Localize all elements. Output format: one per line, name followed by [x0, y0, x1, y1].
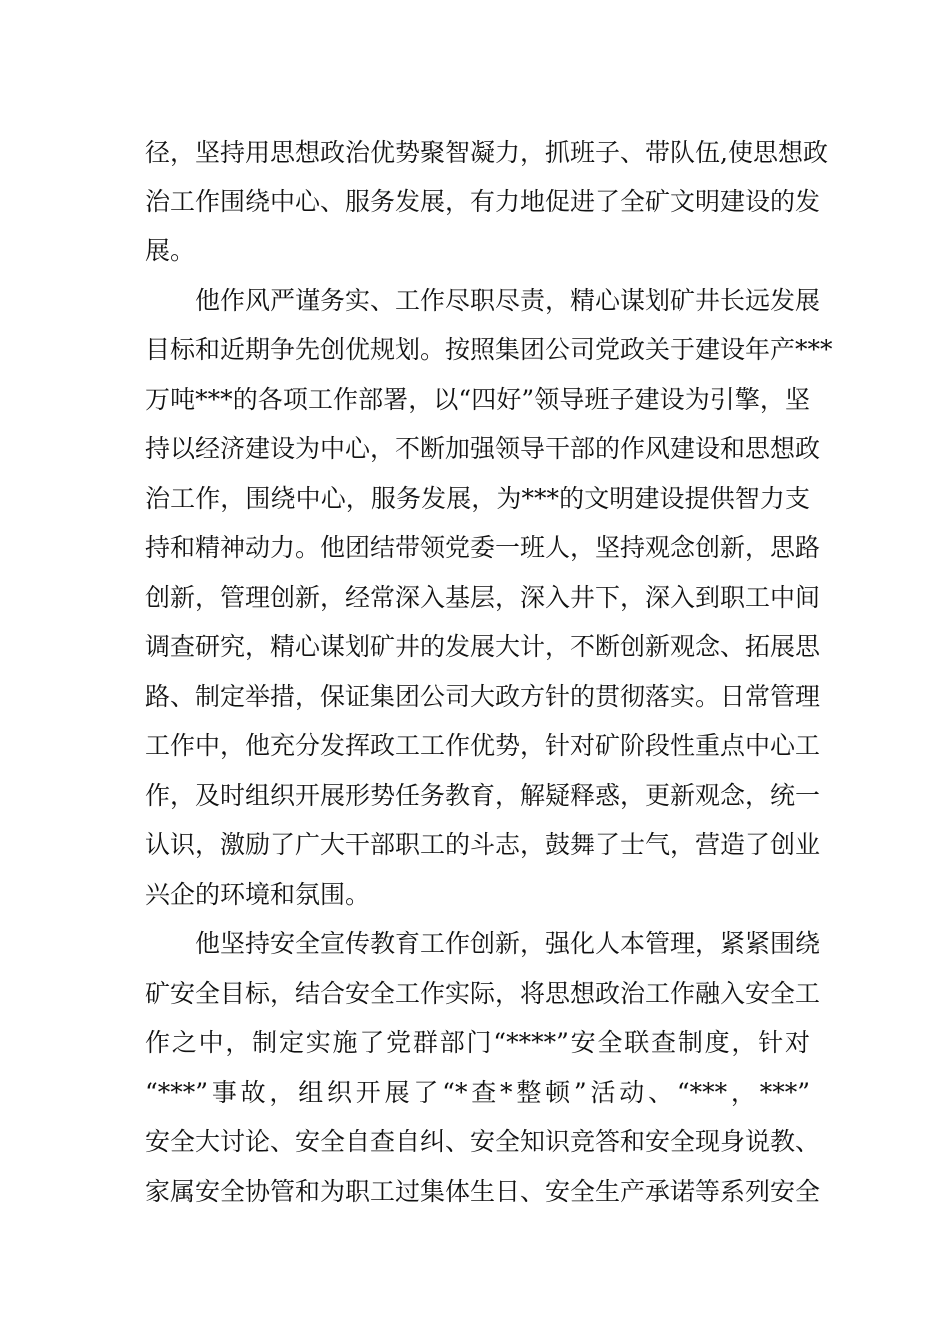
- paragraph-line: 他坚持安全宣传教育工作创新，强化人本管理，紧紧围绕: [195, 929, 821, 958]
- paragraph-line: 兴企的环境和氛围。: [145, 880, 371, 909]
- paragraph-line: 认识，激励了广大干部职工的斗志，鼓舞了士气，营造了创业: [145, 830, 821, 859]
- paragraph-line: 展。: [145, 236, 196, 265]
- paragraph-line: 工作中，他充分发挥政工工作优势，针对矿阶段性重点中心工: [145, 731, 821, 760]
- paragraph-line: 路、制定举措，保证集团公司大政方针的贯彻落实。日常管理: [145, 682, 821, 711]
- paragraph-line: 持以经济建设为中心，不断加强领导干部的作风建设和思想政: [145, 434, 821, 463]
- paragraph-line: 他作风严谨务实、工作尽职尽责，精心谋划矿井长远发展: [195, 286, 821, 315]
- paragraph-line: 家属安全协管和为职工过集体生日、安全生产承诺等系列安全: [145, 1177, 821, 1206]
- paragraph-line: 治工作，围绕中心，服务发展，为***的文明建设提供智力支: [145, 484, 810, 513]
- paragraph-line: 治工作围绕中心、服务发展，有力地促进了全矿文明建设的发: [145, 187, 821, 216]
- paragraph-line: 安全大讨论、安全自查自纠、安全知识竞答和安全现身说教、: [145, 1127, 821, 1156]
- paragraph-line: “***”事故，组织开展了“*查*整顿”活动、“***，***”: [145, 1078, 810, 1107]
- paragraph-line: 径，坚持用思想政治优势聚智凝力，抓班子、带队伍,使思想政: [145, 138, 828, 167]
- paragraph-line: 万吨***的各项工作部署，以“四好”领导班子建设为引擎，坚: [145, 385, 810, 414]
- paragraph-line: 持和精神动力。他团结带领党委一班人，坚持观念创新，思路: [145, 533, 821, 562]
- paragraph-line: 调查研究，精心谋划矿井的发展大计，不断创新观念、拓展思: [145, 632, 821, 661]
- paragraph-line: 创新，管理创新，经常深入基层，深入井下，深入到职工中间: [145, 583, 821, 612]
- paragraph-line: 目标和近期争先创优规划。按照集团公司党政关于建设年产***: [145, 335, 833, 364]
- paragraph-line: 矿安全目标，结合安全工作实际，将思想政治工作融入安全工: [145, 979, 821, 1008]
- paragraph-line: 作，及时组织开展形势任务教育，解疑释惑，更新观念，统一: [145, 781, 821, 810]
- paragraph-line: 作之中，制定实施了党群部门“****”安全联查制度，针对: [145, 1028, 810, 1057]
